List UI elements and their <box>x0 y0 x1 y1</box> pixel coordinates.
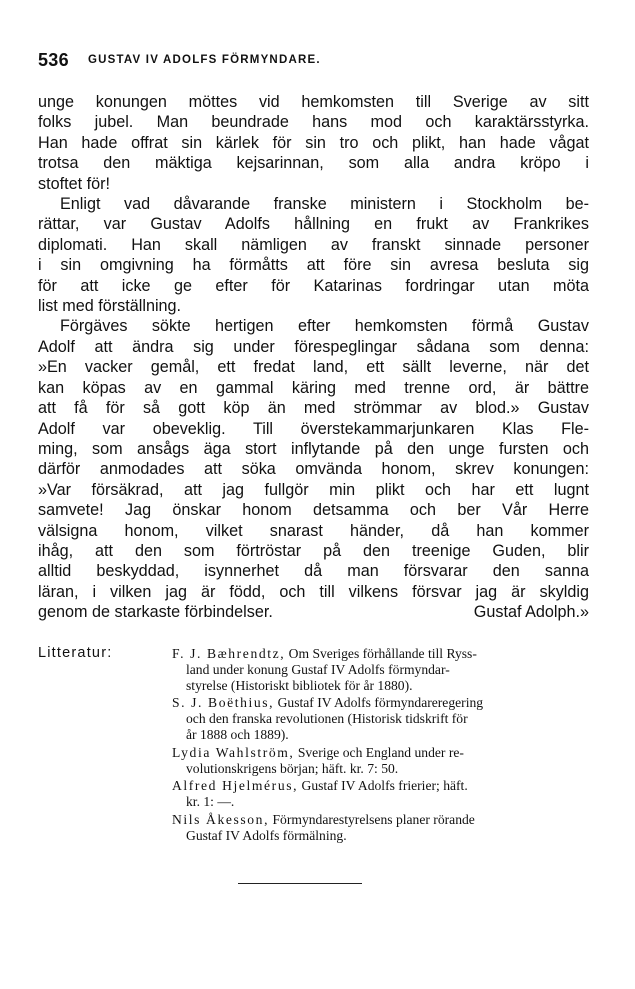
reference-item <box>172 812 589 844</box>
body-line: folks jubel. Man beundrade hans mod och karaktärsstyrka. <box>38 113 589 132</box>
reference-item <box>172 646 589 693</box>
reference-title: Om Sveriges förhållande till Ryss- <box>285 646 477 661</box>
reference-author: Alfred Hjelmérus, <box>172 778 299 794</box>
reference-continuation: styrelse (Historiskt bibliotek för år 1880). <box>186 677 413 693</box>
body-line: Han hade offrat sin kärlek för sin tro och plikt, han hade vågat <box>38 133 589 152</box>
section-divider <box>238 883 362 884</box>
reference-title: Sverige och England under re- <box>294 744 464 760</box>
page-number: 536 <box>38 50 69 70</box>
body-line: samvete! Jag önskar honom detsamma och ber Vår Herre <box>38 501 589 520</box>
body-line: ming, som ansågs äga stort inflytande på den unge fursten och <box>38 439 589 458</box>
literature-label: Litteratur: <box>38 645 113 661</box>
reference-item <box>172 778 589 810</box>
body-line: Adolf var obeveklig. Till överstekammarjunkaren Klas Fle- <box>38 419 589 438</box>
body-line: trotsa den mäktiga kejsarinnan, som alla andra kröpo i <box>38 154 589 173</box>
body-line: stoftet för! <box>38 174 110 193</box>
body-line: Förgäves sökte hertigen efter hemkomsten förmå Gustav <box>60 317 589 336</box>
reference-continuation: land under konung Gustaf IV Adolfs förmyndar- <box>186 661 450 677</box>
reference-continuation: och den franska revolutionen (Historisk tidskrift för <box>186 711 468 727</box>
body-line: ihåg, att den som förtröstar på den treenige Guden, blir <box>38 541 589 560</box>
body-line: list med förställning. <box>38 297 182 316</box>
literature-section <box>38 646 589 846</box>
body-text <box>38 92 589 623</box>
body-line: för att icke ge efter för Katarinas fordringar utan möta <box>38 276 589 295</box>
body-line: läran, i vilken jag är född, och till vilkens försvar jag är skyldig <box>38 582 589 601</box>
body-line: unge konungen möttes vid hemkomsten till Sverige av sitt <box>38 93 589 111</box>
body-line: välsigna honom, vilket snarast händer, då han kommer <box>38 521 589 540</box>
body-line: Enligt vad dåvarande franske ministern i Stockholm be- <box>60 195 589 214</box>
reference-continuation: Gustaf IV Adolfs förmälning. <box>186 827 347 843</box>
page-header <box>38 50 598 74</box>
reference-title: Gustaf IV Adolfs frierier; häft. <box>298 778 468 794</box>
body-line: Adolf att ändra sig under förespeglingar sådana som denna: <box>38 337 589 356</box>
reference-continuation: kr. 1: —. <box>186 794 235 810</box>
reference-continuation: volutionskrigens början; häft. kr. 7: 50. <box>186 760 399 776</box>
body-line: i sin omgivning ha förmåtts att före sin avresa besluta sig <box>38 256 589 275</box>
body-line: alltid beskyddad, isynnerhet då man försvarar den sanna <box>38 562 589 581</box>
body-line-with-signature <box>38 602 589 622</box>
reference-item <box>172 695 589 742</box>
reference-author: Lydia Wahlström, <box>172 744 295 760</box>
reference-title: Gustaf IV Adolfs förmyndareregering <box>274 695 484 711</box>
reference-author: S. J. Boëthius, <box>172 695 275 711</box>
reference-author: Nils Åkesson, <box>172 811 270 827</box>
body-line: rättar, var Gustav Adolfs hållning en frukt av Frankrikes <box>38 215 589 234</box>
reference-item <box>172 745 589 777</box>
reference-title: Förmyndarestyrelsens planer rörande <box>269 811 475 827</box>
body-line: därför anmodades att söka omvända honom, skrev konungen: <box>38 460 589 479</box>
body-line: »En vacker gemål, ett fredat land, ett sällt leverne, när det <box>38 358 589 377</box>
body-line: kan köpas av en gammal käring med trenne ord, är bättre <box>38 378 589 397</box>
body-line: att få för så gott köp än med strömmar av blod.» Gustav <box>38 399 589 418</box>
body-line: »Var försäkrad, att jag fullgör min plikt och har ett lugnt <box>38 480 589 499</box>
reference-author: F. J. Bæhrendtz, <box>172 646 286 661</box>
body-line: genom de starkaste förbindelser. <box>38 603 273 622</box>
signature: Gustaf Adolph.» <box>473 603 589 622</box>
body-line: diplomati. Han skall nämligen av franskt sinnade personer <box>38 235 589 254</box>
running-head: GUSTAV IV ADOLFS FÖRMYNDARE. <box>88 54 321 66</box>
reference-continuation: år 1888 och 1889). <box>186 726 289 742</box>
